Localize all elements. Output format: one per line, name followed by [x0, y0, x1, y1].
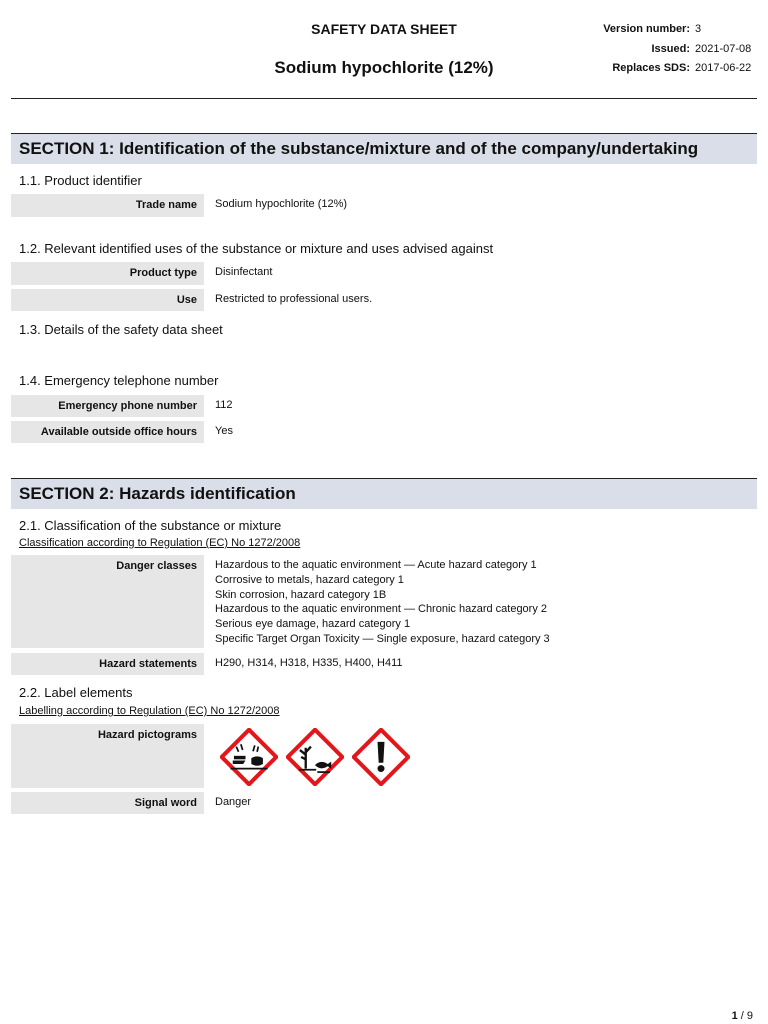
signal-word-row: [11, 792, 757, 814]
hazard-statements-label: Hazard statements: [11, 653, 204, 675]
section-1-heading: SECTION 1: Identification of the substance/mixture and of the company/undertaking: [11, 133, 757, 164]
danger-class-item: Serious eye damage, hazard category 1: [215, 618, 411, 631]
danger-class-item: Hazardous to the aquatic environment — Chronic hazard category 2: [215, 603, 548, 616]
version-value: 3: [695, 23, 702, 35]
issued-label: Issued:: [651, 42, 690, 55]
product-type-value: Disinfectant: [215, 266, 273, 278]
hazard-pictograms-row: [11, 724, 757, 788]
page-current: 1: [731, 1010, 738, 1022]
trade-name-value: Sodium hypochlorite (12%): [215, 198, 348, 210]
subsection-1-3-title: 1.3. Details of the safety data sheet: [19, 322, 223, 337]
outside-hours-value: Yes: [215, 425, 233, 437]
document-header: [0, 0, 768, 100]
subsection-1-2-title: 1.2. Relevant identified uses of the substance or mixture and uses advised against: [19, 241, 494, 256]
classification-regulation: Classification according to Regulation (EC) No 1272/2008: [19, 537, 301, 549]
signal-word-value: Danger: [215, 796, 252, 808]
section-2-heading: SECTION 2: Hazards identification: [11, 478, 757, 509]
emergency-phone-label: Emergency phone number: [11, 395, 204, 417]
danger-class-item: Hazardous to the aquatic environment — Acute hazard category 1: [215, 559, 537, 571]
subsection-2-1-title: 2.1. Classification of the substance or mixture: [19, 518, 282, 533]
trade-name-row: [11, 194, 757, 217]
environment-icon: [286, 728, 344, 786]
subsection-1-4-title: 1.4. Emergency telephone number: [19, 373, 219, 388]
danger-class-item: Corrosive to metals, hazard category 1: [215, 573, 404, 586]
signal-word-label: Signal word: [11, 792, 204, 814]
version-row: [603, 23, 754, 43]
labelling-regulation: Labelling according to Regulation (EC) No 1272/2008: [19, 705, 280, 717]
product-type-row: [11, 262, 757, 285]
outside-hours-label: Available outside office hours: [11, 421, 204, 443]
product-type-label: Product type: [11, 262, 204, 285]
danger-class-item: Skin corrosion, hazard category 1B: [215, 588, 387, 601]
page-separator: /: [737, 1010, 747, 1022]
danger-classes-row: [11, 555, 757, 648]
hazard-pictograms-label: Hazard pictograms: [11, 724, 204, 788]
danger-class-item: Specific Target Organ Toxicity — Single exposure, hazard category 3: [215, 632, 550, 645]
issued-row: [603, 43, 754, 63]
danger-classes-label: Danger classes: [11, 555, 204, 648]
pictogram-group: [204, 724, 410, 788]
subsection-1-1-title: 1.1. Product identifier: [19, 173, 142, 188]
product-title: Sodium hypochlorite (12%): [274, 58, 494, 77]
emergency-phone-value: 112: [215, 399, 233, 411]
subsection-2-2-title: 2.2. Label elements: [19, 685, 133, 700]
replaces-label: Replaces SDS:: [612, 62, 690, 74]
exclamation-mark-icon: [352, 728, 410, 786]
issued-value: 2021-07-08: [695, 42, 752, 55]
use-label: Use: [11, 289, 204, 311]
replaces-value: 2017-06-22: [695, 62, 752, 74]
hazard-statements-row: [11, 653, 757, 675]
corrosion-icon: [220, 728, 278, 786]
emergency-phone-row: [11, 395, 757, 417]
danger-classes-list: [204, 555, 550, 648]
trade-name-label: Trade name: [11, 194, 204, 217]
page-total: 9: [746, 1010, 753, 1022]
outside-hours-row: [11, 421, 757, 443]
hazard-statements-value: H290, H314, H318, H335, H400, H411: [215, 657, 403, 669]
use-value: Restricted to professional users.: [215, 293, 373, 305]
use-row: [11, 289, 757, 311]
header-divider: [11, 98, 757, 99]
document-type: SAFETY DATA SHEET: [311, 21, 457, 37]
replaces-row: [603, 62, 754, 82]
version-label: Version number:: [603, 23, 690, 35]
document-meta: [603, 23, 754, 82]
page-number: [732, 1010, 753, 1022]
